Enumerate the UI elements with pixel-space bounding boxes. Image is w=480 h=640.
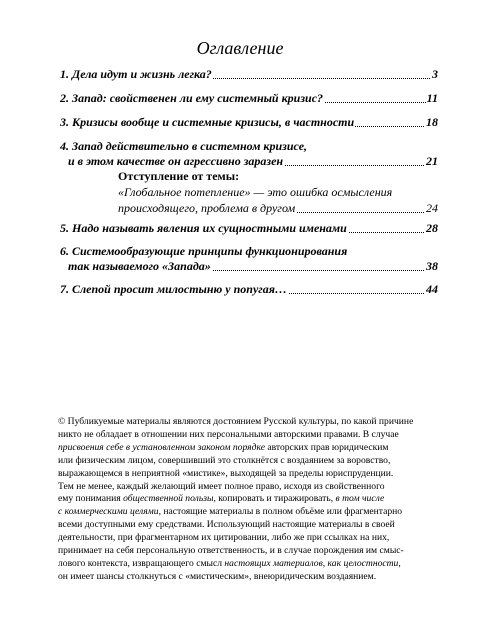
toc-entry-page: 18	[426, 115, 438, 129]
toc-entry-label: 2. Запад: свойственен ли ему системный кризис?	[60, 91, 324, 105]
digression-line1	[118, 184, 438, 200]
notice-line: никто не обладает в отношении них персональными авторскими правами. В случае	[58, 428, 399, 440]
toc-entry-1[interactable]	[60, 66, 438, 82]
digression-page: 24	[426, 201, 438, 215]
notice-text: ,	[398, 557, 401, 569]
toc-entry-label: и в этом качестве он агрессивно заразен	[68, 154, 284, 168]
toc-entry-page: 38	[426, 259, 438, 273]
toc-entry-page: 21	[426, 154, 438, 168]
notice-line: он имеет шансы столкнуться с «мистическим», внеюридическим воздаянием.	[58, 570, 377, 582]
notice-line: © Публикуемые материалы являются достоянием Русской культуры, по какой причине	[58, 416, 414, 427]
digression-line1-text: «Глобальное потепление» — это ошибка осмысления	[118, 185, 393, 199]
toc-entry-4-line1[interactable]: 4. Запад действительно в системном кризисе,	[60, 139, 308, 153]
notice-italic: в том числе	[335, 493, 385, 505]
notice-line: Тем не менее, каждый желающий имеет полное право, исходя из свойственного	[58, 480, 385, 492]
notice-line: принимает на себя персональную ответственность, и в случае порождения им смыс-	[58, 545, 404, 557]
notice-line	[58, 442, 438, 455]
toc-entry-label: 3. Кризисы вообще и системные кризисы, в частности	[60, 115, 355, 129]
notice-line	[58, 493, 438, 506]
notice-line: деятельности, при фрагментарном их цитировании, либо же при ссылках на них,	[58, 532, 390, 544]
notice-italic: настоящих материалов, как целостности	[224, 557, 399, 569]
toc-entry-label: 1. Дела идут и жизнь легка?	[60, 67, 212, 81]
notice-italic: общественной пользы	[123, 493, 214, 505]
notice-text: авторских прав юридическим	[264, 441, 389, 453]
toc-entry-3[interactable]	[60, 114, 438, 130]
notice-line	[58, 506, 438, 519]
toc-entry-4[interactable]	[68, 153, 438, 169]
toc-entry-page: 28	[426, 221, 438, 235]
notice-text: ему понимания	[58, 493, 124, 505]
toc-entry-label: 7. Слепой просит милостыню у попугая…	[60, 282, 287, 296]
toc-entry-6-line1[interactable]: 6. Системообразующие принципы функционирования	[60, 244, 348, 258]
digression-line2	[118, 200, 438, 216]
notice-line: всеми доступными ему средствами. Использующий настоящие материалы в своей	[58, 519, 395, 531]
toc-entry-6[interactable]	[68, 258, 438, 274]
toc-entry-5[interactable]	[60, 220, 438, 236]
notice-italic: присвоения себе в установленном законом порядке	[58, 441, 265, 453]
toc-entry-page: 11	[426, 91, 438, 105]
toc-entry-label: 5. Надо называть явления их сущностными именами	[60, 221, 347, 235]
toc-entry-7[interactable]	[60, 281, 438, 297]
toc-entry-label: так называемого «Запада»	[68, 259, 211, 273]
notice-text: лового контекста, извращающего смысл	[58, 557, 225, 569]
notice-text: , настоящие материалы в полном объёме или фрагментарно	[158, 506, 403, 518]
digression-heading: Отступление от темы:	[118, 169, 240, 183]
notice-text: , копировать и тиражировать,	[213, 493, 336, 505]
digression-line2-text: происходящего, проблема в другом	[118, 201, 296, 215]
copyright-notice	[58, 416, 438, 584]
toc-entry-2[interactable]	[60, 90, 438, 106]
toc-entry-page: 3	[432, 67, 438, 81]
page-title: Оглавление	[196, 38, 284, 58]
toc-entry-page: 44	[426, 282, 438, 296]
notice-line: или физическим лицом, совершивший это столкнётся с воздаянием за воровство,	[58, 454, 391, 466]
notice-line	[58, 558, 438, 571]
notice-line: выражающемся в неприятной «мистике», выходящей за пределы юриспруденции.	[58, 467, 394, 479]
notice-italic: с коммерческими целями	[58, 506, 159, 518]
